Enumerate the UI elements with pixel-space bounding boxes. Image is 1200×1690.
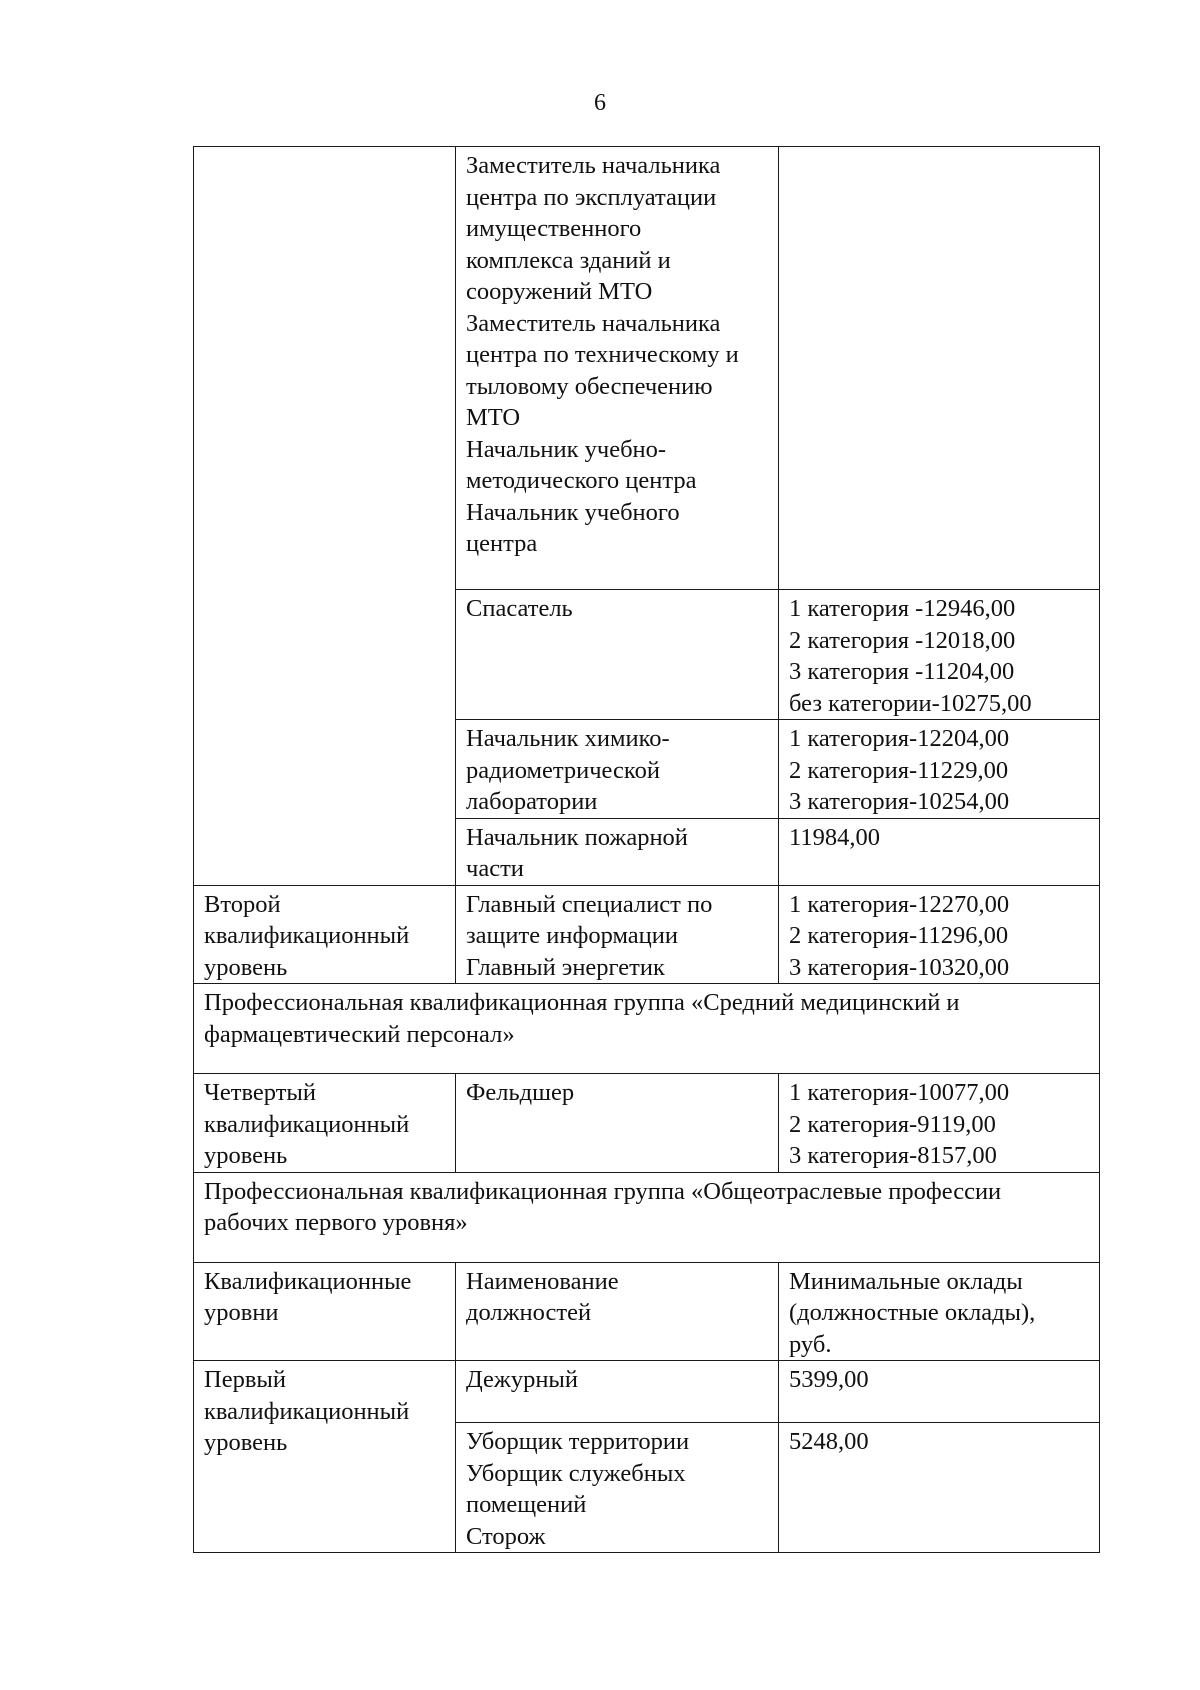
salary-line: 2 категория -12018,00 xyxy=(789,626,1016,654)
position-line: Заместитель начальника xyxy=(466,309,721,337)
level-cell-fourth xyxy=(194,1074,456,1173)
level-line: квалификационный xyxy=(204,1397,410,1425)
level-line: уровень xyxy=(204,1429,288,1456)
level-line: квалификационный xyxy=(204,1110,410,1138)
header-line: должностей xyxy=(466,1299,592,1326)
salary-line: 3 категория-10320,00 xyxy=(789,953,1010,981)
header-position xyxy=(456,1262,779,1361)
group-header-line: фармацевтический персонал» xyxy=(204,1020,515,1048)
position-line: сооружений МТО xyxy=(466,278,653,305)
position-line: защите информации xyxy=(466,922,679,949)
salary-line: 2 категория-11296,00 xyxy=(789,922,1009,949)
level-cell-first xyxy=(194,1361,456,1553)
salary-line: 1 категория -12946,00 xyxy=(789,595,1016,622)
position-line: методического центра xyxy=(466,467,697,494)
position-line: лаборатории xyxy=(466,788,598,815)
table-row-second-level xyxy=(194,885,1100,984)
position-line: центра по техническому и xyxy=(466,341,739,368)
group-header-line: Профессиональная квалификационная группа «Средний медицинский и xyxy=(204,989,960,1016)
position-cell-deputies xyxy=(456,147,779,590)
salary-line: без категории-10275,00 xyxy=(789,689,1032,717)
position-line: Спасатель xyxy=(466,595,573,622)
position-cell-duty xyxy=(456,1361,779,1423)
position-line: МТО xyxy=(466,404,521,431)
table-header-row xyxy=(194,1262,1100,1361)
salary-line: 5248,00 xyxy=(789,1428,869,1455)
position-line: комплекса зданий и xyxy=(466,246,671,274)
position-line: имущественного xyxy=(466,215,642,242)
salary-line: 3 категория -11204,00 xyxy=(789,658,1015,685)
position-line: центра по эксплуатации xyxy=(466,183,717,211)
position-cell-fourth-level xyxy=(456,1074,779,1173)
salary-cell-rescuer xyxy=(779,590,1100,720)
salary-line: 2 категория-9119,00 xyxy=(789,1110,996,1138)
salary-cell-lab-head xyxy=(779,720,1100,819)
group-header-workers xyxy=(194,1172,1100,1262)
position-line: Уборщик территории xyxy=(466,1428,690,1455)
position-line: Дежурный xyxy=(466,1366,578,1393)
level-line: квалификационный xyxy=(204,922,410,949)
table-row-first-level-duty xyxy=(194,1361,1100,1423)
level-line: уровень xyxy=(204,953,288,981)
group-header-row-workers xyxy=(194,1172,1100,1262)
salary-cell-fourth-level xyxy=(779,1074,1100,1173)
position-line: Начальник пожарной xyxy=(466,823,688,851)
salary-cell-cleaners xyxy=(779,1423,1100,1553)
position-line: части xyxy=(466,855,524,882)
header-line: Минимальные оклады xyxy=(789,1267,1023,1295)
position-line: Главный энергетик xyxy=(466,953,665,981)
page-number: 6 xyxy=(594,90,606,116)
position-cell-second-level xyxy=(456,885,779,984)
position-line: Фельдшер xyxy=(466,1079,575,1106)
position-line: радиометрической xyxy=(466,756,660,784)
position-line: Сторож xyxy=(466,1522,546,1550)
salary-table xyxy=(193,146,1100,1553)
group-header-line: рабочих первого уровня» xyxy=(204,1209,468,1236)
header-salary xyxy=(779,1262,1100,1361)
header-level xyxy=(194,1262,456,1361)
group-header-medical xyxy=(194,984,1100,1074)
header-line: руб. xyxy=(789,1330,832,1358)
level-line: уровень xyxy=(204,1142,288,1169)
salary-cell-second-level xyxy=(779,885,1100,984)
position-line: Главный специалист по xyxy=(466,890,713,918)
header-line: (должностные оклады), xyxy=(789,1299,1036,1326)
table-row-fourth-level xyxy=(194,1074,1100,1173)
salary-line: 3 категория-10254,00 xyxy=(789,788,1010,815)
header-line: Квалификационные xyxy=(204,1267,412,1295)
position-line: помещений xyxy=(466,1491,587,1518)
position-cell-fire-head xyxy=(456,818,779,885)
salary-line: 1 категория-12204,00 xyxy=(789,725,1010,752)
position-cell-cleaners xyxy=(456,1423,779,1553)
group-header-row-medical xyxy=(194,984,1100,1074)
salary-line: 11984,00 xyxy=(789,823,880,851)
position-line: Начальник учебно- xyxy=(466,435,667,463)
salary-line: 3 категория-8157,00 xyxy=(789,1142,997,1169)
level-cell-second xyxy=(194,885,456,984)
position-line: Заместитель начальника xyxy=(466,152,721,179)
group-header-line: Профессиональная квалификационная группа «Общеотраслевые профессии xyxy=(204,1177,1002,1205)
level-cell-continued xyxy=(194,147,456,886)
level-line: Четвертый xyxy=(204,1079,317,1106)
header-line: уровни xyxy=(204,1299,279,1326)
salary-cell-deputies xyxy=(779,147,1100,590)
table-row-deputies xyxy=(194,147,1100,590)
salary-line: 1 категория-10077,00 xyxy=(789,1079,1010,1106)
level-line: Первый xyxy=(204,1366,286,1393)
position-line: Начальник химико- xyxy=(466,725,670,752)
level-line: Второй xyxy=(204,890,281,918)
salary-line: 5399,00 xyxy=(789,1366,869,1393)
salary-line: 2 категория-11229,00 xyxy=(789,756,1009,784)
position-line: центра xyxy=(466,530,538,557)
salary-line: 1 категория-12270,00 xyxy=(789,890,1010,918)
salary-cell-duty xyxy=(779,1361,1100,1423)
position-line: Начальник учебного xyxy=(466,498,680,526)
position-cell-rescuer xyxy=(456,590,779,720)
salary-cell-fire-head xyxy=(779,818,1100,885)
position-cell-lab-head xyxy=(456,720,779,819)
header-line: Наименование xyxy=(466,1267,619,1295)
position-line: Уборщик служебных xyxy=(466,1459,686,1487)
position-line: тыловому обеспечению xyxy=(466,372,713,400)
